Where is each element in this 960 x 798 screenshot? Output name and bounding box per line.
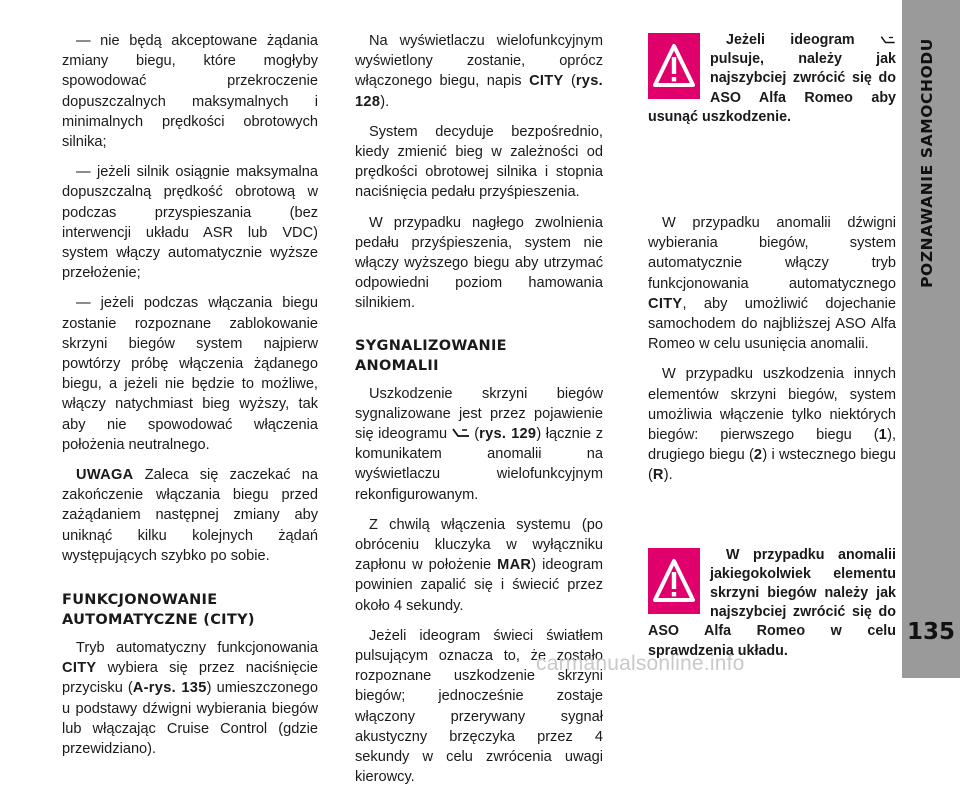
paragraph: Na wyświetlaczu wielofunkcyjnym wyświetlony zostanie, oprócz włączonego biegu, napis CITY (rys. 128). <box>355 33 603 110</box>
text: W przypadku anomalii dźwigni wybierania biegów, system automatycznie włączy tryb funkcjonowania automatycznego <box>648 215 896 292</box>
note-label: UWAGA <box>76 467 134 484</box>
warning-box <box>648 546 896 661</box>
text: ), drugiego biegu ( <box>648 427 896 464</box>
text: Z chwilą włączenia systemu (po obróceniu kluczyka w wyłączniku zapłonu w położenie <box>355 516 603 574</box>
section-heading <box>355 336 603 376</box>
warning-box <box>648 31 896 127</box>
paragraph: Jeżeli ideogram świeci światłem pulsującym oznacza to, że zostało rozpoznane uszkodzenie skrzyni biegów; jednocześnie zostaje włączony przerywany sygnał akustyczny brzęczyka przez 4 sekundy w celu zwrócenia uwagi kierowcy. <box>355 627 603 786</box>
text: Na wyświetlaczu wielofunkcyjnym wyświetlony zostanie, oprócz włączonego biegu, napis <box>355 33 603 90</box>
gear-label: 1 <box>878 427 888 444</box>
city-mode: CITY <box>529 73 564 90</box>
watermark: carmanualsonline.info <box>536 652 745 675</box>
warning-text: pulsuje, należy jak najszybciej zwrócić się do ASO Alfa Romeo aby usunąć uszkodzenie. <box>648 51 896 125</box>
paragraph: — jeżeli podczas włączania biegu zostanie rozpoznane zablokowanie skrzyni biegów system najpierw powtórzy próbę włączenia żądanego biegu, a jeżeli nie będzie to możliwe, włączy natychmiast bieg wyższy, tak aby nie spowodować włączenia położenia neutralnego. <box>62 295 318 453</box>
gear-label: 2 <box>753 447 763 464</box>
paragraph <box>355 515 603 616</box>
note-text: Zaleca się zaczekać na zakończenie włączania biegu przed zażądaniem następnej zmiany aby uniknąć kilku kolejnych żądań występujących szybko po sobie. <box>62 467 318 564</box>
heading-line: ANOMALII <box>355 357 439 374</box>
paragraph <box>648 364 896 485</box>
paragraph <box>648 213 896 354</box>
note-paragraph <box>62 465 318 566</box>
section-heading <box>62 590 318 630</box>
text: W przypadku uszkodzenia innych elementów skrzyni biegów, system umożliwia włączenie tylko niektórych biegów: pierwszego biegu ( <box>648 366 896 444</box>
column-left <box>62 31 318 769</box>
text: , aby umożliwić dojechanie samochodem do najbliższej ASO Alfa Romeo w celu usunięcia anomalii. <box>648 295 896 353</box>
text: ) ideogram powinien zapalić się i świecić przez około 4 sekundy. <box>355 557 603 614</box>
text: ) łącznie z komunikatem anomalii na wyświetlaczu wielofunkcyjnym rekonfigurowanym. <box>355 426 603 503</box>
paragraph: System decyduje bezpośrednio, kiedy zmienić bieg w zależności od prędkości obrotowej silnika i stopnia naciśnięcia pedału przyśpieszenia. <box>355 123 603 201</box>
text: ). <box>663 467 673 484</box>
heading-line: AUTOMATYCZNE (CITY) <box>62 612 255 629</box>
heading-line: SYGNALIZOWANIE <box>355 337 507 354</box>
column-right <box>648 31 896 661</box>
warning-text: Jeżeli ideogram <box>726 32 855 48</box>
page-number: 135 <box>906 619 955 645</box>
warning-triangle-icon <box>648 33 700 99</box>
figure-ref: rys. 128 <box>355 73 603 110</box>
city-mode: CITY <box>648 295 683 312</box>
section-title: POZNAWANIE SAMOCHODU <box>918 38 936 288</box>
city-mode: CITY <box>62 660 97 677</box>
gearbox-failure-icon <box>880 35 896 45</box>
column-middle <box>355 31 603 798</box>
paragraph: — jeżeli silnik osiągnie maksymalna dopuszczalną prędkość obrotową w podczas przyspieszania (bez interwencji układu ASR lub VDC) system włączy automatycznie wyższe przełożenie; <box>62 164 318 282</box>
warning-text: W przypadku anomalii jakiegokolwiek elementu skrzyni biegów należy jak najszybciej zwrócić się do ASO Alfa Romeo w celu sprawdzenia układu. <box>648 546 896 659</box>
gear-label: R <box>652 467 664 484</box>
warning-triangle-icon <box>648 548 700 614</box>
text: ) umieszczonego u podstawy dźwigni wybierania biegów lub włączając Cruise Control (gdzie przewidziano). <box>62 680 318 758</box>
text: wybiera się przez naciśnięcie przycisku ( <box>62 660 318 697</box>
text: Tryb automatyczny funkcjonowania <box>76 640 318 657</box>
text: ) i wstecznego biegu ( <box>648 447 896 484</box>
paragraph <box>62 638 318 759</box>
text: Uszkodzenie skrzyni biegów sygnalizowane jest przez pojawienie się ideogramu <box>355 385 603 443</box>
figure-ref: rys. 129 <box>479 426 537 443</box>
gearbox-failure-icon <box>452 427 470 439</box>
key-position: MAR <box>497 557 532 574</box>
paragraph: Uszkodzenie skrzyni biegów sygnalizowane jest przez pojawienie się ideogramu (rys. 129) łącznie z komunikatem anomalii na wyświetlaczu wielofunkcyjnym rekonfigurowanym. <box>355 385 603 503</box>
figure-ref: A-rys. 135 <box>132 680 207 697</box>
paragraph: W przypadku nagłego zwolnienia pedału przyśpieszenia, system nie włączy wyższego biegu aby utrzymać odpowiedni poziom hamowania silnikiem. <box>355 214 603 312</box>
section-sidebar <box>902 0 960 678</box>
paragraph: — nie będą akceptowane żądania zmiany biegu, które mogłyby spowodować przekroczenie dopuszczalnych maksymalnych i minimalnych prędkości obrotowych silnika; <box>62 33 318 151</box>
heading-line: FUNKCJONOWANIE <box>62 592 218 609</box>
